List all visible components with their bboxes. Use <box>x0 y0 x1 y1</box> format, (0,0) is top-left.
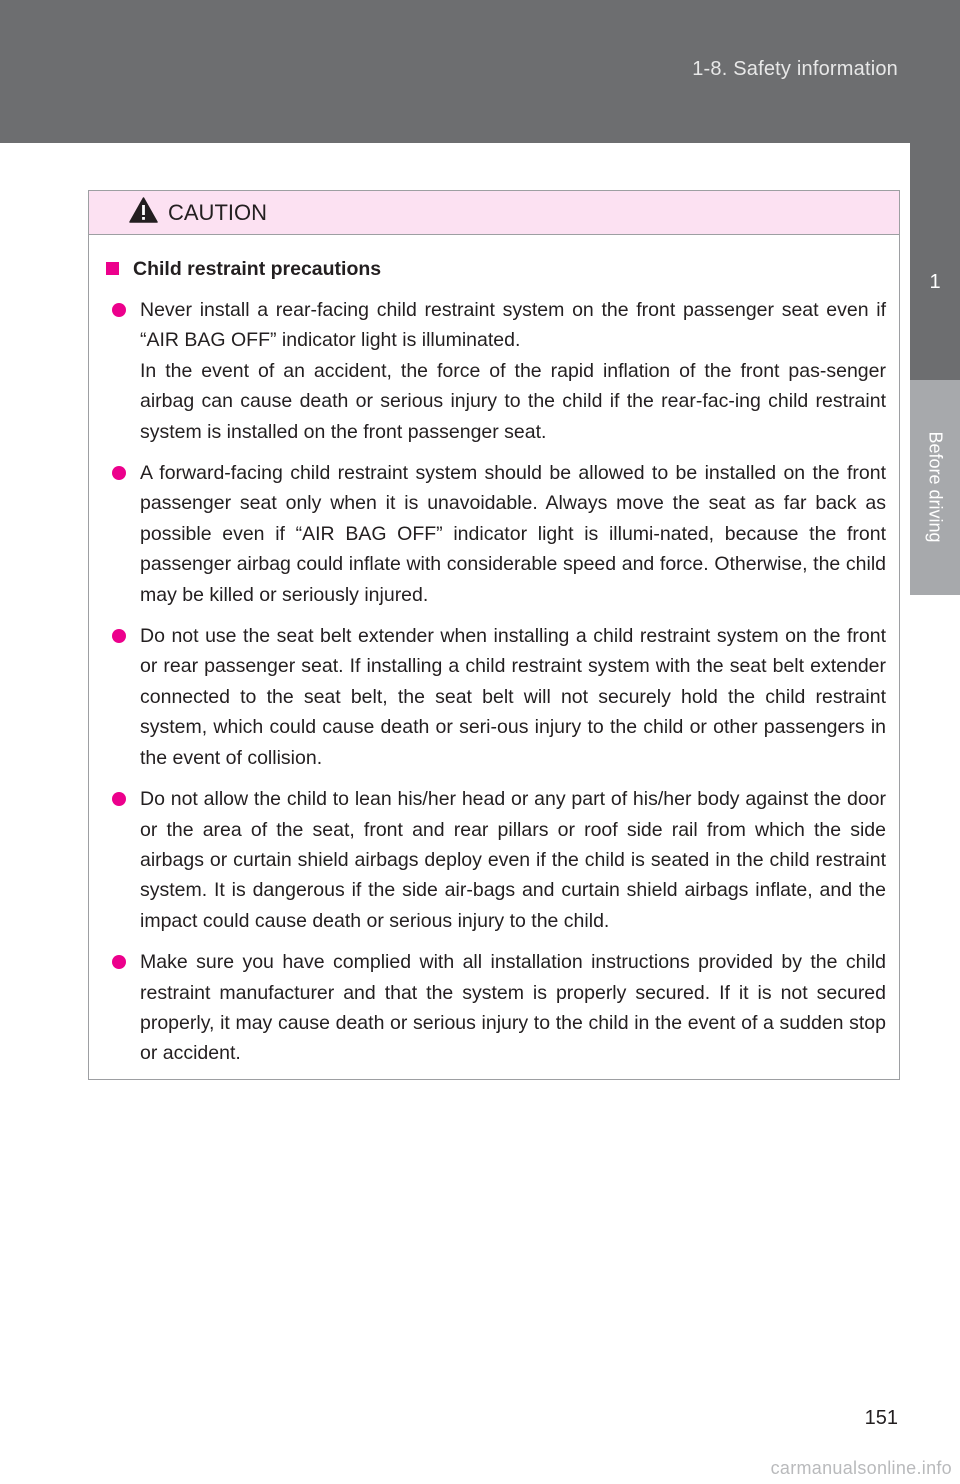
caution-header <box>89 191 899 235</box>
item-paragraph: Do not use the seat belt extender when installing a child restraint system on the front or rear passenger seat. If installing a child restraint system with the seat belt extender connected to the seat belt, the seat belt will not securely hold the child restraint system, which could cause death or seri-ous injury to the child or other passengers in the event of collision. <box>140 625 886 769</box>
round-bullet-icon <box>112 955 126 969</box>
list-item <box>106 458 886 610</box>
chapter-number: 1 <box>929 271 941 293</box>
item-paragraph: Do not allow the child to lean his/her head or any part of his/her body against the door or the area of the seat, front and rear pillars or roof side rail from which the side airbags or curtain shield airbags deploy even if the child is seated in the child restraint system. It is dangerous if the side air-bags and curtain shield airbags inflate, and the impact could cause death or serious injury to the child. <box>140 788 886 932</box>
section-title: 1-8. Safety information <box>692 58 898 80</box>
warning-triangle-icon <box>129 197 158 223</box>
header-band <box>0 0 960 143</box>
chapter-name: Before driving <box>925 431 946 543</box>
caution-title: CAUTION <box>168 200 267 225</box>
caution-heading <box>106 254 886 284</box>
item-paragraph: Never install a rear-facing child restraint system on the front passenger seat even if “AIR BAG OFF” indicator light is illuminated. <box>140 299 886 352</box>
list-item <box>106 295 886 447</box>
list-item <box>106 947 886 1069</box>
chapter-name-tab <box>910 380 960 595</box>
round-bullet-icon <box>112 792 126 806</box>
chapter-number-tab <box>910 143 960 380</box>
item-paragraph: A forward-facing child restraint system should be allowed to be installed on the front passenger seat only when it is unavoidable. Always move the seat as far back as possible even if “AIR BAG OFF” indicator light is illumi-nated, because the front passenger airbag could inflate with considerable speed and force. Otherwise, the child may be killed or seriously injured. <box>140 462 886 606</box>
page-number: 151 <box>864 1407 898 1429</box>
caution-box <box>88 190 900 1080</box>
item-paragraph: In the event of an accident, the force of the rapid inflation of the front pas-senger airbag can cause death or serious injury to the child if the rear-fac-ing child restraint system is installed on the front passenger seat. <box>140 359 886 443</box>
item-paragraph: Make sure you have complied with all installation instructions provided by the child restraint manufacturer and that the system is properly secured. If it is not secured properly, it may cause death or serious injury to the child in the event of a sudden stop or accident. <box>140 951 886 1065</box>
caution-body <box>89 235 899 1069</box>
round-bullet-icon <box>112 466 126 480</box>
list-item <box>106 621 886 773</box>
square-bullet-icon <box>106 262 119 275</box>
watermark: carmanualsonline.info <box>770 1458 952 1478</box>
round-bullet-icon <box>112 303 126 317</box>
caution-heading-text: Child restraint precautions <box>133 258 382 280</box>
list-item <box>106 784 886 936</box>
round-bullet-icon <box>112 629 126 643</box>
